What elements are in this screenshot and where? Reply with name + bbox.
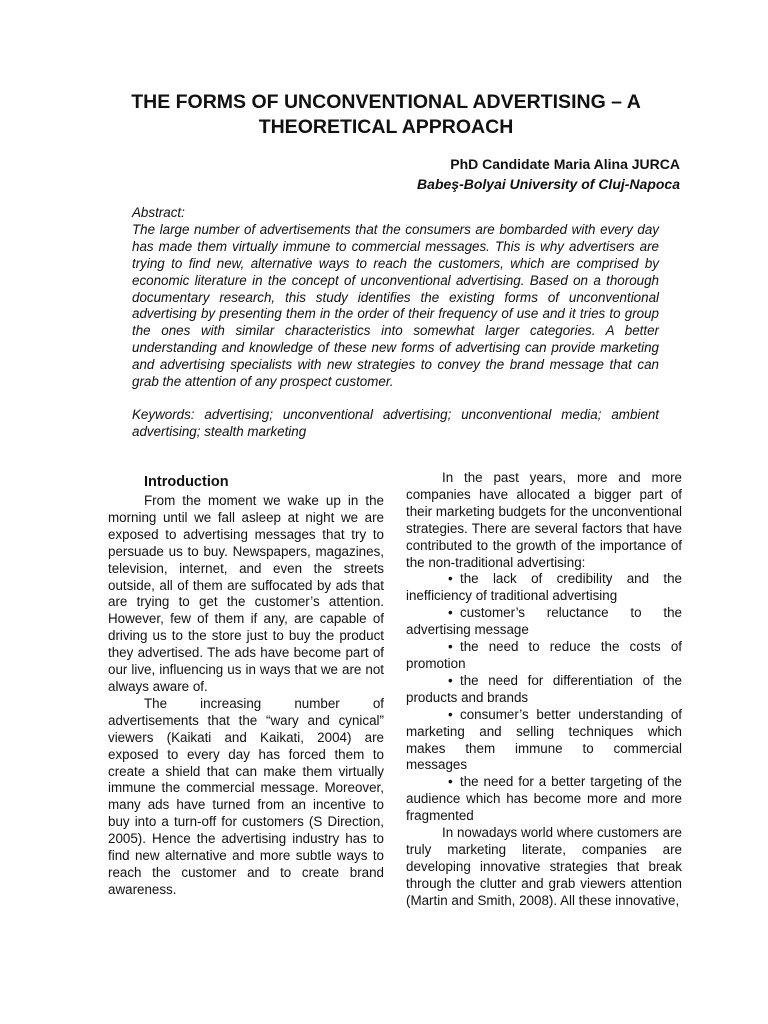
paragraph: From the moment we wake up in the morning until we fall asleep at night we are exposed to advertising messages that try to persuade us to buy. Newspapers, magazines, television, internet, and even the streets outside, all of them are suffocated by ads that are trying to get the customer’s attention. However, few of them if any, are capable of driving us to the store just to buy the product they advertised. The ads have become part of our live, influencing us in ways that we are not always aware of. [108, 493, 384, 694]
bullet-text: the need for a better targeting of the audience which has become more and more fragmented [406, 774, 682, 824]
bullet-text: customer’s reluctance to the advertising message [406, 605, 682, 638]
section-heading-introduction: Introduction [144, 474, 229, 490]
bullet-text: consumer’s better understanding of marketing and selling techniques which makes them immune to commercial messages [406, 706, 682, 773]
bullet-icon: • [448, 774, 453, 790]
author-block [417, 154, 680, 194]
abstract-block [132, 205, 659, 441]
bullet-item [406, 707, 682, 775]
paragraph: In nowadays world where customers are truly marketing literate, companies are developing innovative strategies that break through the clutter and grab viewers attention (Martin and Smith, 2008). All these innovative, [406, 825, 682, 908]
right-column [406, 470, 682, 910]
keywords: Keywords: advertising; unconventional advertising; unconventional media; ambient advertising; stealth marketing [132, 406, 659, 439]
bullet-item [406, 774, 682, 825]
bullet-text: the need for differentiation of the products and brands [406, 672, 682, 705]
bullet-icon: • [448, 639, 453, 655]
bullet-icon: • [448, 571, 453, 587]
bullet-icon: • [448, 605, 453, 621]
bullet-item [406, 639, 682, 673]
bullet-icon: • [448, 672, 453, 688]
abstract-heading: Abstract: [132, 205, 185, 220]
bullet-item [406, 673, 682, 707]
author-affiliation: Babeş-Bolyai University of Cluj-Napoca [417, 176, 680, 192]
paragraph: In the past years, more and more companies have allocated a bigger part of their marketing budgets for the unconventional strategies. There are several factors that have contributed to the growth of the importance of the non-traditional advertising: [406, 470, 682, 570]
bullet-text: the lack of credibility and the inefficiency of traditional advertising [406, 571, 682, 604]
left-column [108, 470, 384, 899]
bullet-text: the need to reduce the costs of promotion [406, 639, 682, 671]
bullet-item [406, 605, 682, 639]
bullet-item [406, 571, 682, 605]
paper-title: THE FORMS OF UNCONVENTIONAL ADVERTISING – A THEORETICAL APPROACH [131, 91, 641, 138]
author-name: PhD Candidate Maria Alina JURCA [450, 156, 680, 172]
abstract-text: The large number of advertisements that the consumers are bombarded with every day has made them virtually immune to commercial messages. This is why advertisers are trying to find new, alternative ways to reach the customers, which are comprised by economic literature in the concept of unconventional advertising. Based on a thorough documentary research, this study identifies the existing forms of unconventional advertising by presenting them in the order of their frequency of use and it tries to group the ones with similar characteristics into somewhat larger categories. A better understanding and knowledge of these new forms of advertising can provide marketing and advertising specialists with new strategies to convey the brand message that can grab the attention of any prospect customer. [132, 221, 659, 390]
bullet-icon: • [448, 706, 453, 722]
paragraph: The increasing number of advertisements that the “wary and cynical” viewers (Kaikati and Kaikati, 2004) are exposed to every day has forced them to create a shield that can make them virtually immune the commercial message. Moreover, many ads have turned from an incentive to buy into a turn-off for customers (S Direction, 2005). Hence the advertising industry has to find new alternative and more subtle ways to reach the customer and to create brand awareness. [108, 695, 384, 897]
